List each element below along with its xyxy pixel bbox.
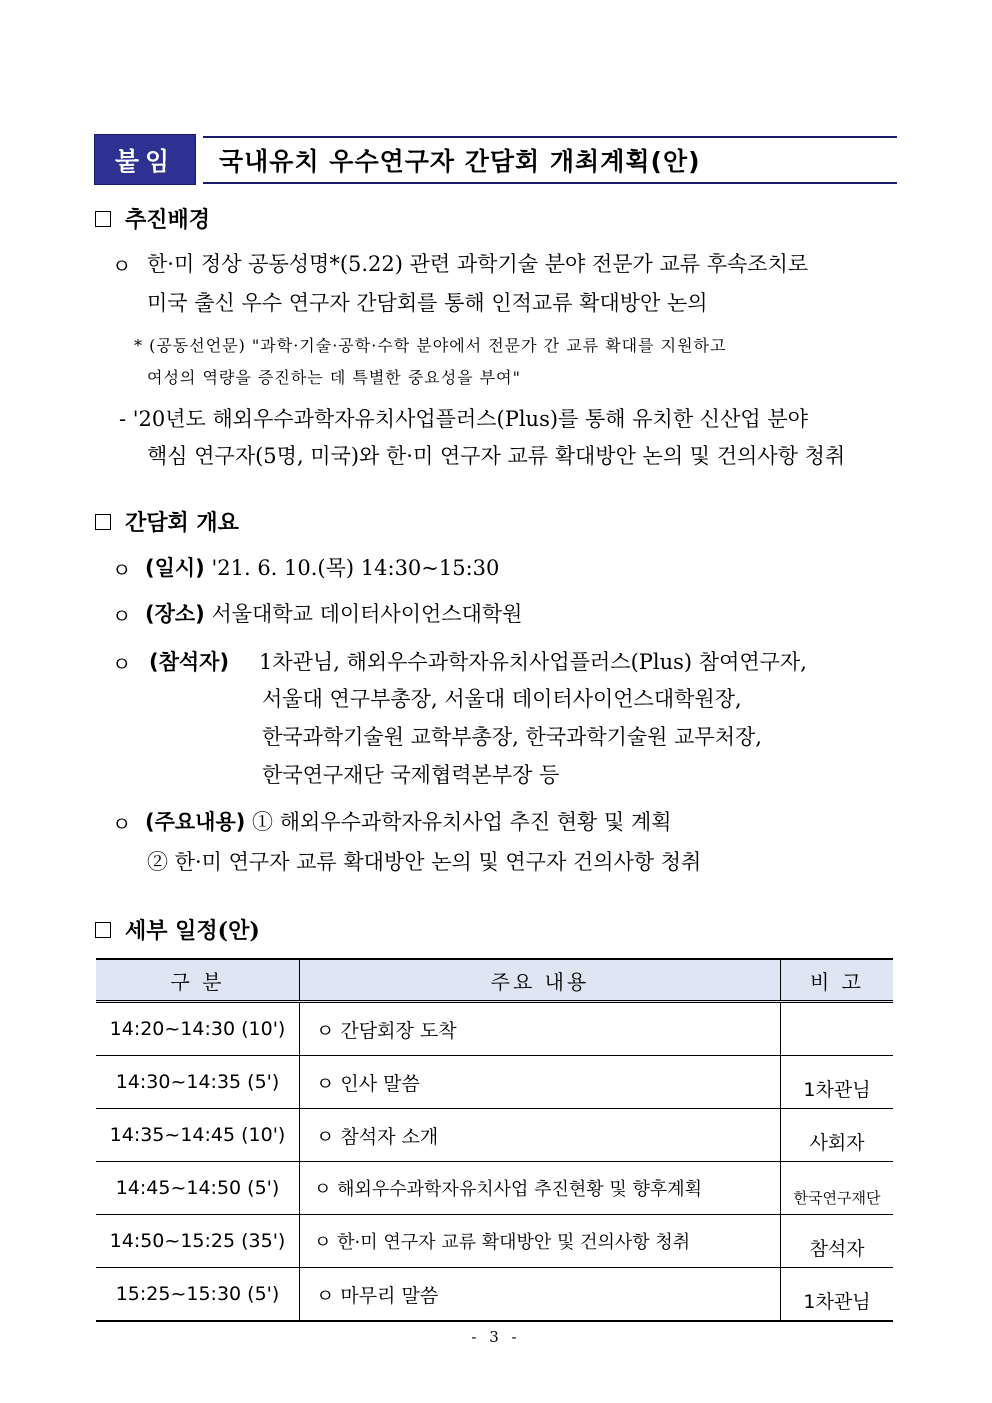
bullet-icon: ㅇ xyxy=(112,812,132,836)
table-row xyxy=(96,1268,893,1322)
table-header-row xyxy=(96,959,893,1002)
row-content: ㅇ 참석자 소개 xyxy=(300,1109,781,1162)
row-note: 1차관님 xyxy=(781,1268,894,1322)
row-time: 14:30~14:35 (5') xyxy=(96,1056,300,1109)
dash-line2: 핵심 연구자(5명, 미국)와 한·미 연구자 교류 확대방안 논의 및 건의사항 청취 xyxy=(147,444,846,468)
bullet-icon: ㅇ xyxy=(112,558,132,582)
attendees-line2: 서울대 연구부총장, 서울대 데이터사이언스대학원장, xyxy=(262,687,742,711)
row-time: 14:20~14:30 (10') xyxy=(96,1002,300,1056)
attendees-line1: 1차관님, 해외우수과학자유치사업플러스(Plus) 참여연구자, xyxy=(259,650,807,674)
date-value: '21. 6. 10.(목) 14:30~15:30 xyxy=(211,556,500,580)
attendees-label: (참석자) xyxy=(149,650,230,674)
row-note: 참석자 xyxy=(781,1215,894,1268)
row-content: ㅇ 해외우수과학자유치사업 추진현황 및 향후계획 xyxy=(300,1162,781,1215)
table-row xyxy=(96,1215,893,1268)
attendees-line3: 한국과학기술원 교학부총장, 한국과학기술원 교무처장, xyxy=(262,725,762,749)
section-heading-schedule: 세부 일정(안) xyxy=(95,914,260,945)
row-content: ㅇ 한·미 연구자 교류 확대방안 및 건의사항 청취 xyxy=(300,1215,781,1268)
column-header-content: 주요 내용 xyxy=(300,959,781,1002)
background-bullet-line2: 미국 출신 우수 연구자 간담회를 통해 인적교류 확대방안 논의 xyxy=(147,291,708,315)
attendees-line4: 한국연구재단 국제협력본부장 등 xyxy=(262,763,560,787)
bullet-icon: ㅇ xyxy=(112,604,132,628)
attachment-badge: 붙임 xyxy=(94,134,196,185)
place-value: 서울대학교 데이터사이언스대학원 xyxy=(211,602,523,626)
bullet-icon: ㅇ xyxy=(112,254,132,278)
row-time: 15:25~15:30 (5') xyxy=(96,1268,300,1322)
bullet-icon: ㅇ xyxy=(112,652,132,676)
checkbox-square-icon xyxy=(95,922,111,938)
row-note: 사회자 xyxy=(781,1109,894,1162)
row-time: 14:35~14:45 (10') xyxy=(96,1109,300,1162)
table-row xyxy=(96,1056,893,1109)
row-note: 한국연구재단 xyxy=(781,1162,894,1215)
date-label: (일시) xyxy=(145,556,205,580)
row-content: ㅇ 인사 말씀 xyxy=(300,1056,781,1109)
content-label: (주요내용) xyxy=(145,810,246,834)
table-row xyxy=(96,1109,893,1162)
row-time: 14:45~14:50 (5') xyxy=(96,1162,300,1215)
table-row xyxy=(96,1162,893,1215)
checkbox-square-icon xyxy=(95,514,111,530)
content-line1: (주요내용) ① 해외우수과학자유치사업 추진 현황 및 계획 xyxy=(145,810,672,834)
row-note xyxy=(781,1002,894,1056)
page-number: - 3 - xyxy=(471,1328,521,1346)
dash-line1: - '20년도 해외우수과학자유치사업플러스(Plus)를 통해 유치한 신산업 분야 xyxy=(119,407,808,431)
column-header-note: 비 고 xyxy=(781,959,894,1002)
row-content: ㅇ 간담회장 도착 xyxy=(300,1002,781,1056)
content-line2: ② 한·미 연구자 교류 확대방안 논의 및 연구자 건의사항 청취 xyxy=(147,850,702,874)
row-content: ㅇ 마무리 말씀 xyxy=(300,1268,781,1322)
row-time: 14:50~15:25 (35') xyxy=(96,1215,300,1268)
place-label: (장소) xyxy=(145,602,205,626)
overview-place xyxy=(145,598,522,628)
background-bullet-line1: 한·미 정상 공동성명*(5.22) 관련 과학기술 분야 전문가 교류 후속조치로 xyxy=(147,252,809,276)
document-title: 국내유치 우수연구자 간담회 개최계획(안) xyxy=(203,136,897,184)
overview-date xyxy=(145,552,499,582)
checkbox-square-icon xyxy=(95,211,111,227)
section-heading-overview: 간담회 개요 xyxy=(95,506,239,537)
column-header-category: 구 분 xyxy=(96,959,300,1002)
row-note: 1차관님 xyxy=(781,1056,894,1109)
footnote-line1: * (공동선언문) "과학·기술·공학·수학 분야에서 전문가 간 교류 확대를 지원하고 xyxy=(134,336,727,355)
table-row xyxy=(96,1002,893,1056)
section-heading-background: 추진배경 xyxy=(95,203,210,234)
footnote-line2: 여성의 역량을 증진하는 데 특별한 중요성을 부여" xyxy=(147,368,521,387)
schedule-table xyxy=(96,958,893,1322)
